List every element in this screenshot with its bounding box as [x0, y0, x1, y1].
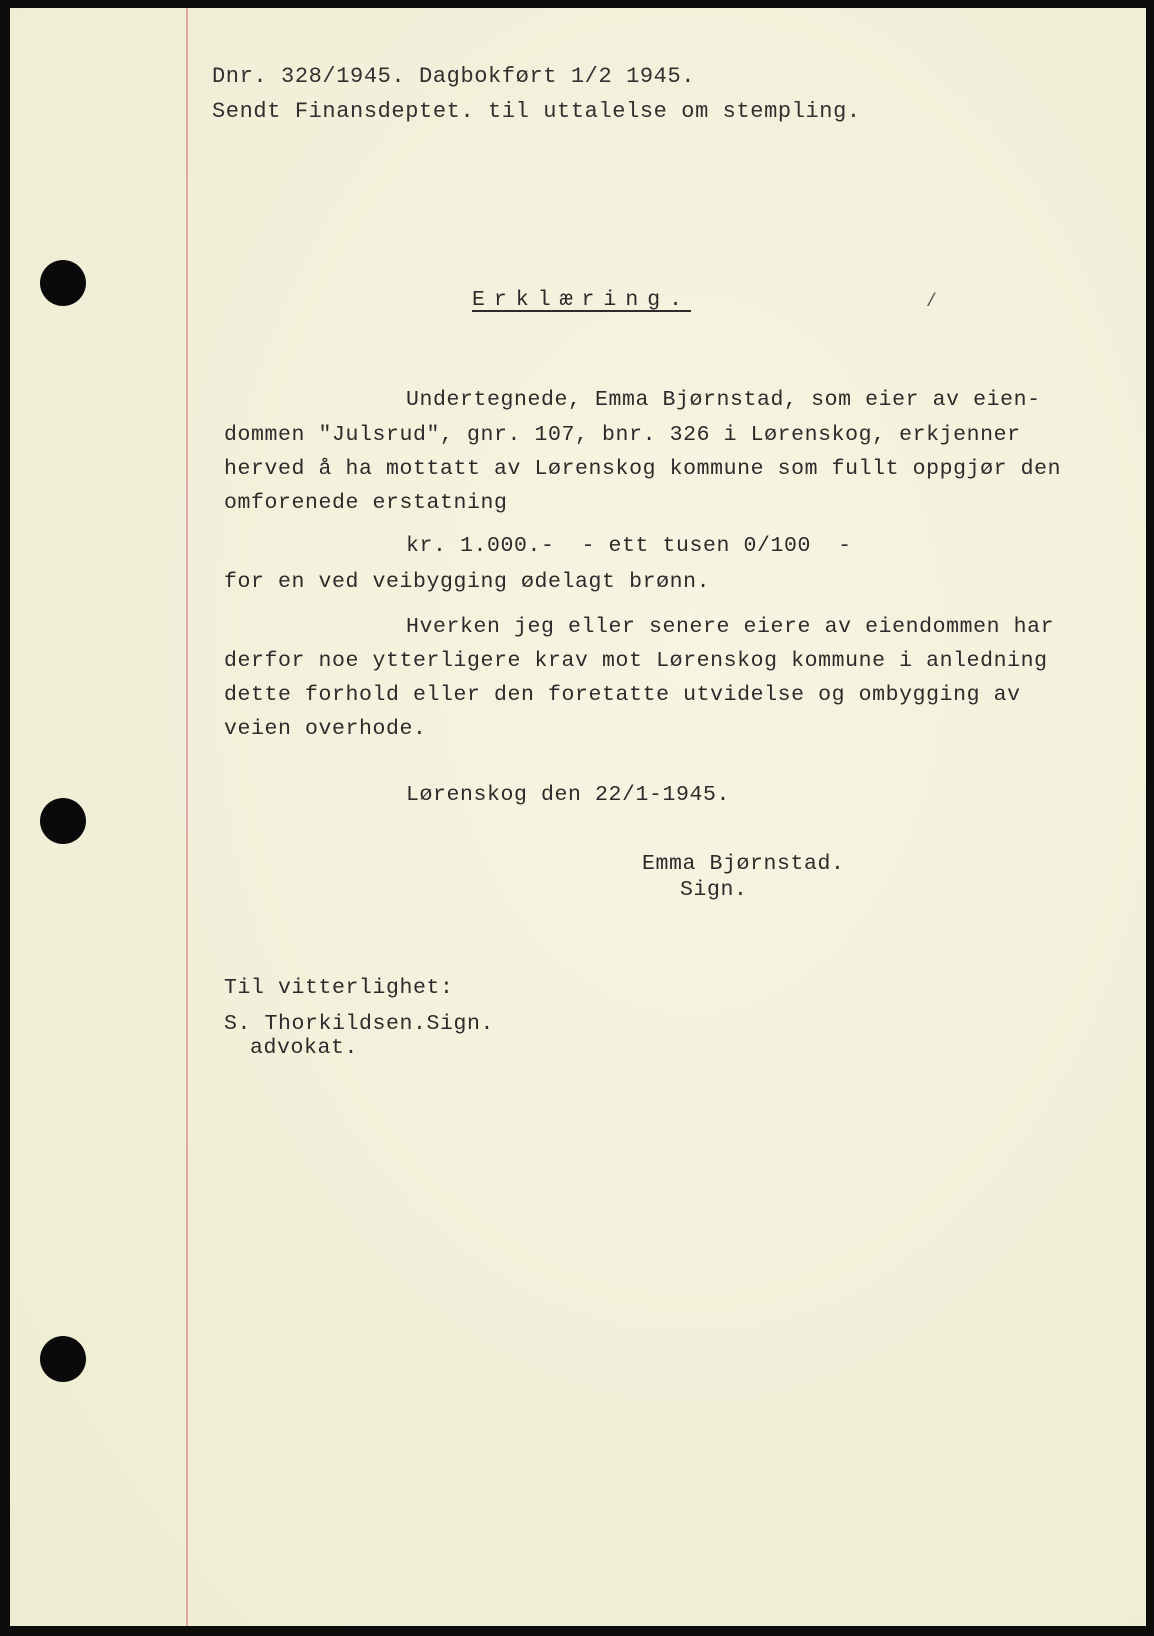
- amount-line: kr. 1.000.- - ett tusen 0/100 -: [406, 534, 852, 558]
- document-title: Erklæring.: [472, 288, 692, 312]
- punch-hole: [40, 1336, 86, 1382]
- signature-name: Emma Bjørnstad.: [642, 852, 845, 876]
- punch-hole: [40, 798, 86, 844]
- margin-rule: [186, 8, 188, 1626]
- paragraph-1-line-1: Undertegnede, Emma Bjørnstad, som eier av eien-: [406, 388, 1041, 412]
- paragraph-2-line-1: Hverken jeg eller senere eiere av eiendommen har: [406, 615, 1055, 639]
- header-line-2: Sendt Finansdeptet. til uttalelse om stempling.: [212, 99, 861, 124]
- punch-hole: [40, 260, 86, 306]
- paragraph-1-end: for en ved veibygging ødelagt brønn.: [224, 570, 711, 594]
- place-date: Lørenskog den 22/1-1945.: [406, 783, 731, 807]
- paragraph-2-line-3: dette forhold eller den foretatte utvidelse og ombygging av: [224, 683, 1021, 707]
- paragraph-1-line-2: dommen "Julsrud", gnr. 107, bnr. 326 i Lørenskog, erkjenner: [224, 423, 1021, 447]
- document-page: [10, 8, 1146, 1626]
- witness-name: S. Thorkildsen.Sign.: [224, 1012, 495, 1036]
- signature-sign: Sign.: [680, 878, 748, 902]
- header-line-1: Dnr. 328/1945. Dagbokført 1/2 1945.: [212, 64, 696, 89]
- stray-mark: /: [926, 292, 937, 312]
- witness-title: advokat.: [250, 1036, 359, 1060]
- paragraph-1-line-4: omforenede erstatning: [224, 491, 508, 515]
- paragraph-2-line-2: derfor noe ytterligere krav mot Lørenskog kommune i anledning: [224, 649, 1048, 673]
- paragraph-1-line-3: herved å ha mottatt av Lørenskog kommune som fullt oppgjør den: [224, 457, 1062, 481]
- paragraph-2-line-4: veien overhode.: [224, 717, 427, 741]
- witness-label: Til vitterlighet:: [224, 976, 454, 1000]
